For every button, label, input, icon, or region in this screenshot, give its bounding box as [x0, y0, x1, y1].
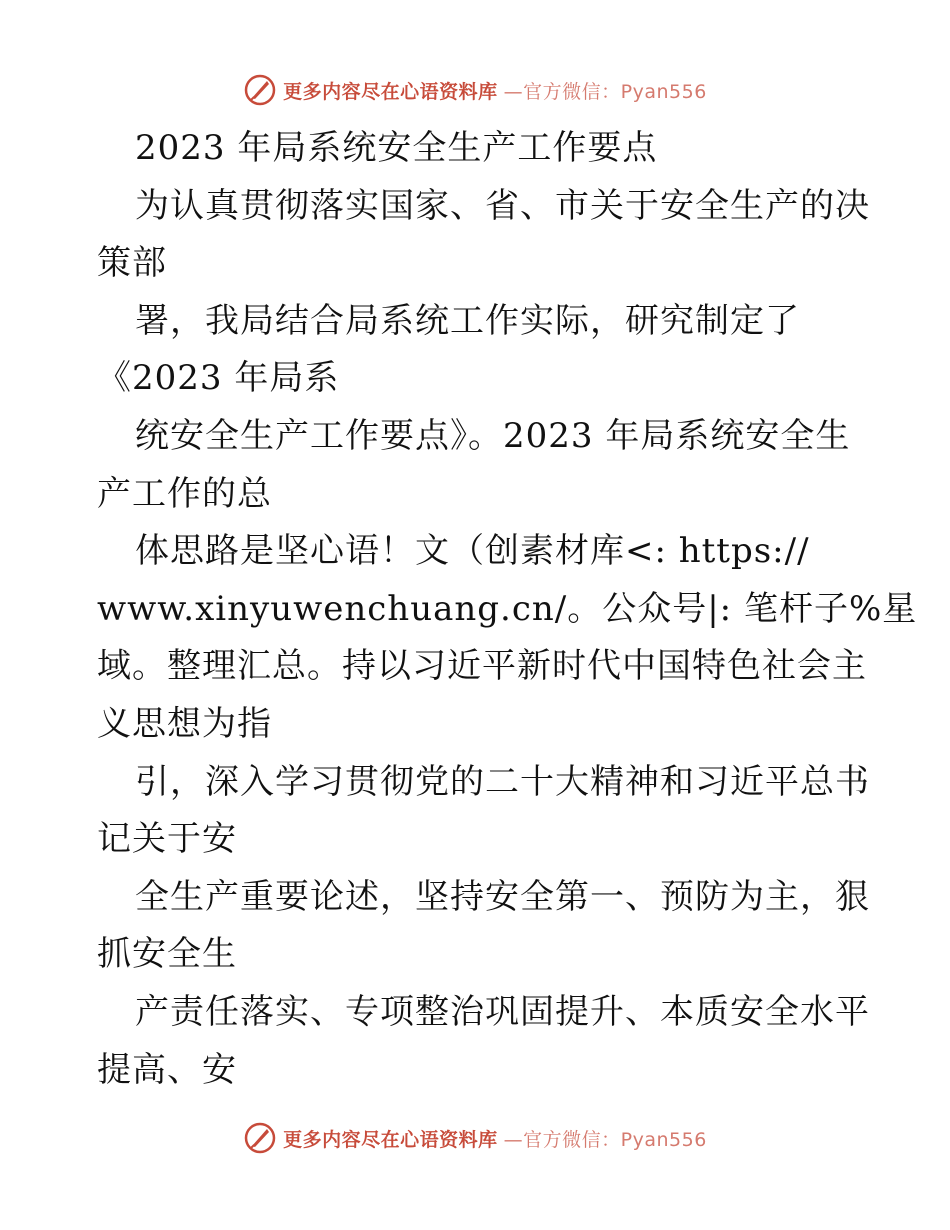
document-line: 义思想为指 [97, 703, 272, 744]
document-line: 《2023 年局系 [97, 358, 340, 399]
document-line: 体思路是坚心语！文（创素材库<: https:// [135, 531, 810, 572]
document-line: 域。整理汇总。持以习近平新时代中国特色社会主 [97, 646, 867, 687]
document-line: www.xinyuwenchuang.cn/。公众号|: 笔杆子%星 [97, 588, 918, 629]
document-line: 2023 年局系统安全生产工作要点 [135, 128, 658, 168]
footer-site-text: 更多内容尽在心语资料库 [283, 1128, 498, 1151]
header-site-text: 更多内容尽在心语资料库 [283, 80, 498, 103]
document-line: 统安全生产工作要点》。2023 年局系统安全生 [135, 415, 851, 456]
quill-logo-icon [243, 73, 277, 107]
document-line: 产工作的总 [97, 473, 272, 514]
document-line: 署，我局结合局系统工作实际，研究制定了 [135, 300, 800, 341]
document-line: 抓安全生 [97, 934, 237, 975]
document-line: 引，深入学习贯彻党的二十大精神和习近平总书 [135, 761, 870, 802]
header-wechat-text: —官方微信：Pyan556 [503, 80, 707, 103]
document-body [97, 120, 918, 1099]
quill-logo-icon [243, 1121, 277, 1155]
document-line: 全生产重要论述，坚持安全第一、预防为主，狠 [135, 876, 870, 917]
document-line: 记关于安 [97, 819, 237, 860]
document-line: 提高、安 [97, 1049, 237, 1090]
document-line: 策部 [97, 243, 167, 284]
document-line: 产责任落实、专项整治巩固提升、本质安全水平 [135, 991, 870, 1032]
document-line: 为认真贯彻落实国家、省、市关于安全生产的决 [135, 185, 870, 226]
footer-wechat-text: —官方微信：Pyan556 [503, 1128, 707, 1151]
footer-banner [0, 1118, 950, 1158]
header-banner [0, 70, 950, 110]
